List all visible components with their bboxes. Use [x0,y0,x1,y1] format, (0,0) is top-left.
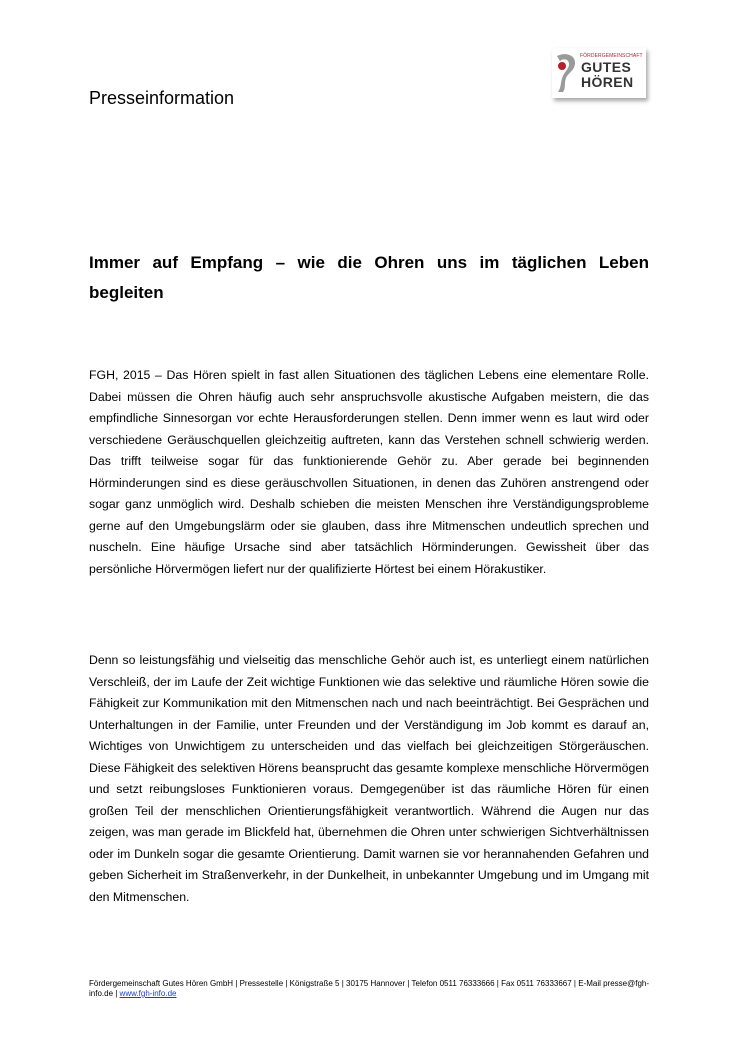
footer-website-link[interactable]: www.fgh-info.de [119,989,177,998]
document-type-label: Presseinformation [89,88,235,108]
logo-small-text: FÖRDERGEMEINSCHAFT [580,53,643,59]
footer [89,979,649,999]
logo-text-hoeren: HÖREN [581,74,634,90]
body-paragraph-2: Denn so leistungsfähig und vielseitig das menschliche Gehör auch ist, es unterliegt einem natürlichen Verschleiß, der im Laufe der Zeit wichtige Funktionen wie das selektive und räumliche Hören sowie die Fähigkeit zur Kommunikation mit den Mitmenschen nach und nach beeinträchtigt. Bei Gesprächen und Unterhaltungen in der Familie, unter Freunden und der Verständigung im Job kommt es darauf an, Wichtiges von Unwichtigem zu unterscheiden und das vielfach bei gleichzeitigen Störgeräuschen. Diese Fähigkeit des selektiven Hörens beansprucht das gesamte komplexe menschliche Hörvermögen und setzt reibungsloses Funktionieren voraus. Demgegenüber ist das räumliche Hören für einen großen Teil der menschlichen Orientierungsfähigkeit verantwortlich. Während die Augen nur das zeigen, was man gerade im Blickfeld hat, übernehmen die Ohren unter schwierigen Sichtverhältnissen oder im Dunkeln sogar die gesamte Orientierung. Damit warnen sie vor herannahenden Gefahren und geben Sicherheit im Straßenverkehr, in der Dunkelheit, in unbekannter Umgebung und im Umgang mit den Mitmenschen. [89,653,649,904]
ear-icon [554,52,578,94]
footer-contact-text: Fördergemeinschaft Gutes Hören GmbH | Pressestelle | Königstraße 5 | 30175 Hannover | Telefon 0511 76333666 | Fax 0511 76333667 | E-Mail presse@fgh-info.de | [89,979,650,998]
fgh-logo [552,48,646,98]
headline: Immer auf Empfang – wie die Ohren uns im täglichen Leben begleiten [89,253,649,302]
body-paragraph-1: FGH, 2015 – Das Hören spielt in fast allen Situationen des täglichen Lebens eine elementare Rolle. Dabei müssen die Ohren häufig auch sehr anspruchsvolle akustische Aufgaben meistern, die das empfindliche Sinnesorgan vor echte Herausforderungen stellen. Denn immer wenn es laut wird oder verschiedene Geräuschquellen gleichzeitig auftreten, kann das Verstehen schnell schwierig werden. Das trifft teilweise sogar für das funktionierende Gehör zu. Aber gerade bei beginnenden Hörminderungen sind es diese geräuschvollen Situationen, in denen das Zuhören anstrengend oder sogar ganz unmöglich wird. Deshalb schieben die meisten Menschen ihre Verständigungsprobleme gerne auf den Umgebungslärm oder sie glauben, dass ihre Mitmenschen undeutlich sprechen und nuscheln. Eine häufige Ursache sind aber tatsächlich Hörminderungen. Gewissheit über das persönliche Hörvermögen liefert nur der qualifizierte Hörtest bei einem Hörakustiker. [89,368,649,576]
logo-text-gutes: GUTES [581,59,632,75]
